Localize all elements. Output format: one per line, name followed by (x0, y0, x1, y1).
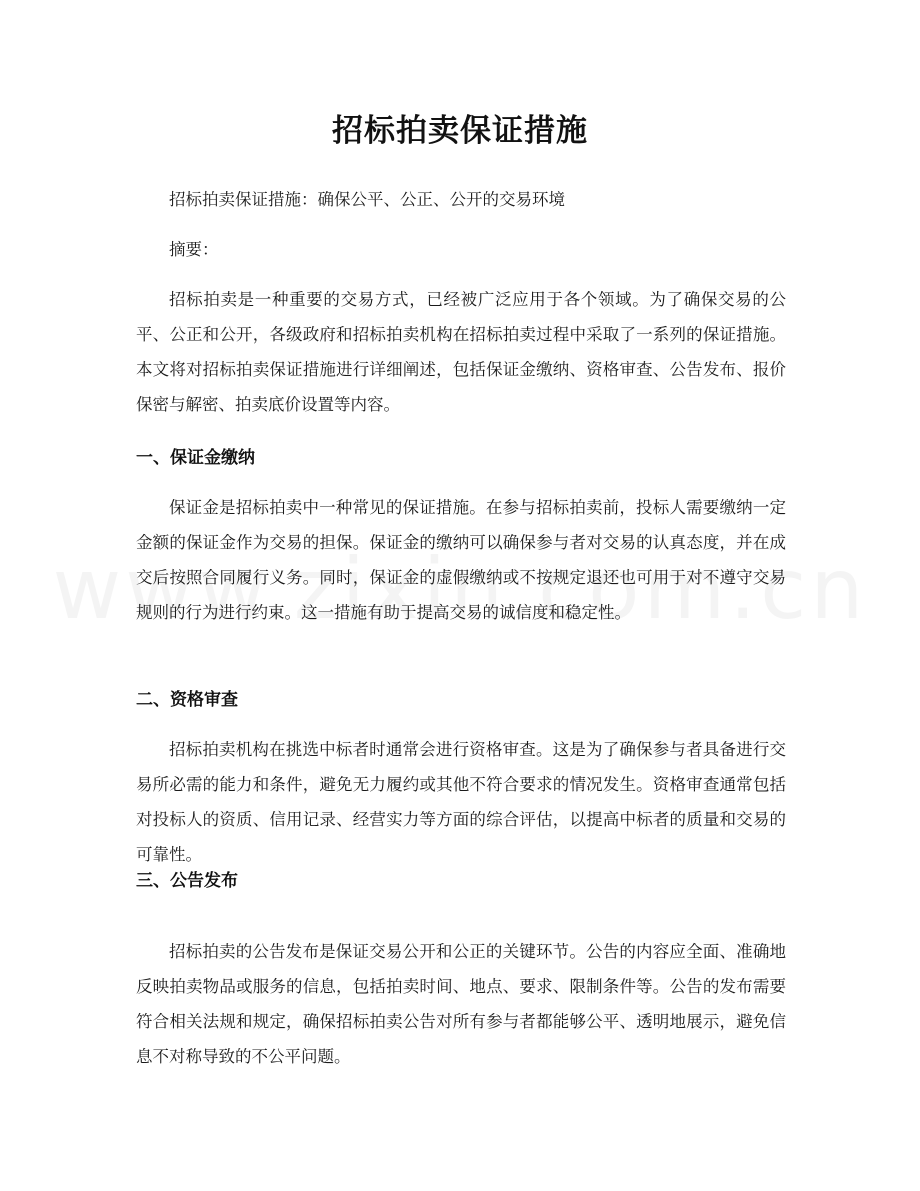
page-title: 招标拍卖保证措施 (332, 113, 588, 149)
section-heading-qualification: 二、资格审查 (136, 690, 238, 710)
section-body-announcement: 招标拍卖的公告发布是保证交易公开和公正的关键环节。公告的内容应全面、准确地反映拍卖物品或服务的信息，包括拍卖时间、地点、要求、限制条件等。公告的发布需要符合相关法规和规定，确保招标拍卖公告对所有参与者都能够公平、透明地展示，避免信息不对称导致的不公平问题。 (136, 942, 786, 1066)
abstract-label: 摘要： (169, 240, 219, 259)
section-heading-announcement: 三、公告发布 (136, 871, 238, 891)
section-body-qualification: 招标拍卖机构在挑选中标者时通常会进行资格审查。这是为了确保参与者具备进行交易所必需的能力和条件，避免无力履约或其他不符合要求的情况发生。资格审查通常包括对投标人的资质、信用记录、经营实力等方面的综合评估，以提高中标者的质量和交易的可靠性。 (136, 740, 786, 864)
subtitle: 招标拍卖保证措施：确保公平、公正、公开的交易环境 (169, 190, 565, 209)
section-heading-deposit: 一、保证金缴纳 (136, 448, 255, 468)
intro-paragraph: 招标拍卖是一种重要的交易方式，已经被广泛应用于各个领域。为了确保交易的公平、公正和公开，各级政府和招标拍卖机构在招标拍卖过程中采取了一系列的保证措施。本文将对招标拍卖保证措施进行详细阐述，包括保证金缴纳、资格审查、公告发布、报价保密与解密、拍卖底价设置等内容。 (136, 290, 786, 414)
section-body-deposit: 保证金是招标拍卖中一种常见的保证措施。在参与招标拍卖前，投标人需要缴纳一定金额的保证金作为交易的担保。保证金的缴纳可以确保参与者对交易的认真态度，并在成交后按照合同履行义务。同时，保证金的虚假缴纳或不按规定退还也可用于对不遵守交易规则的行为进行约束。这一措施有助于提高交易的诚信度和稳定性。 (136, 498, 786, 622)
